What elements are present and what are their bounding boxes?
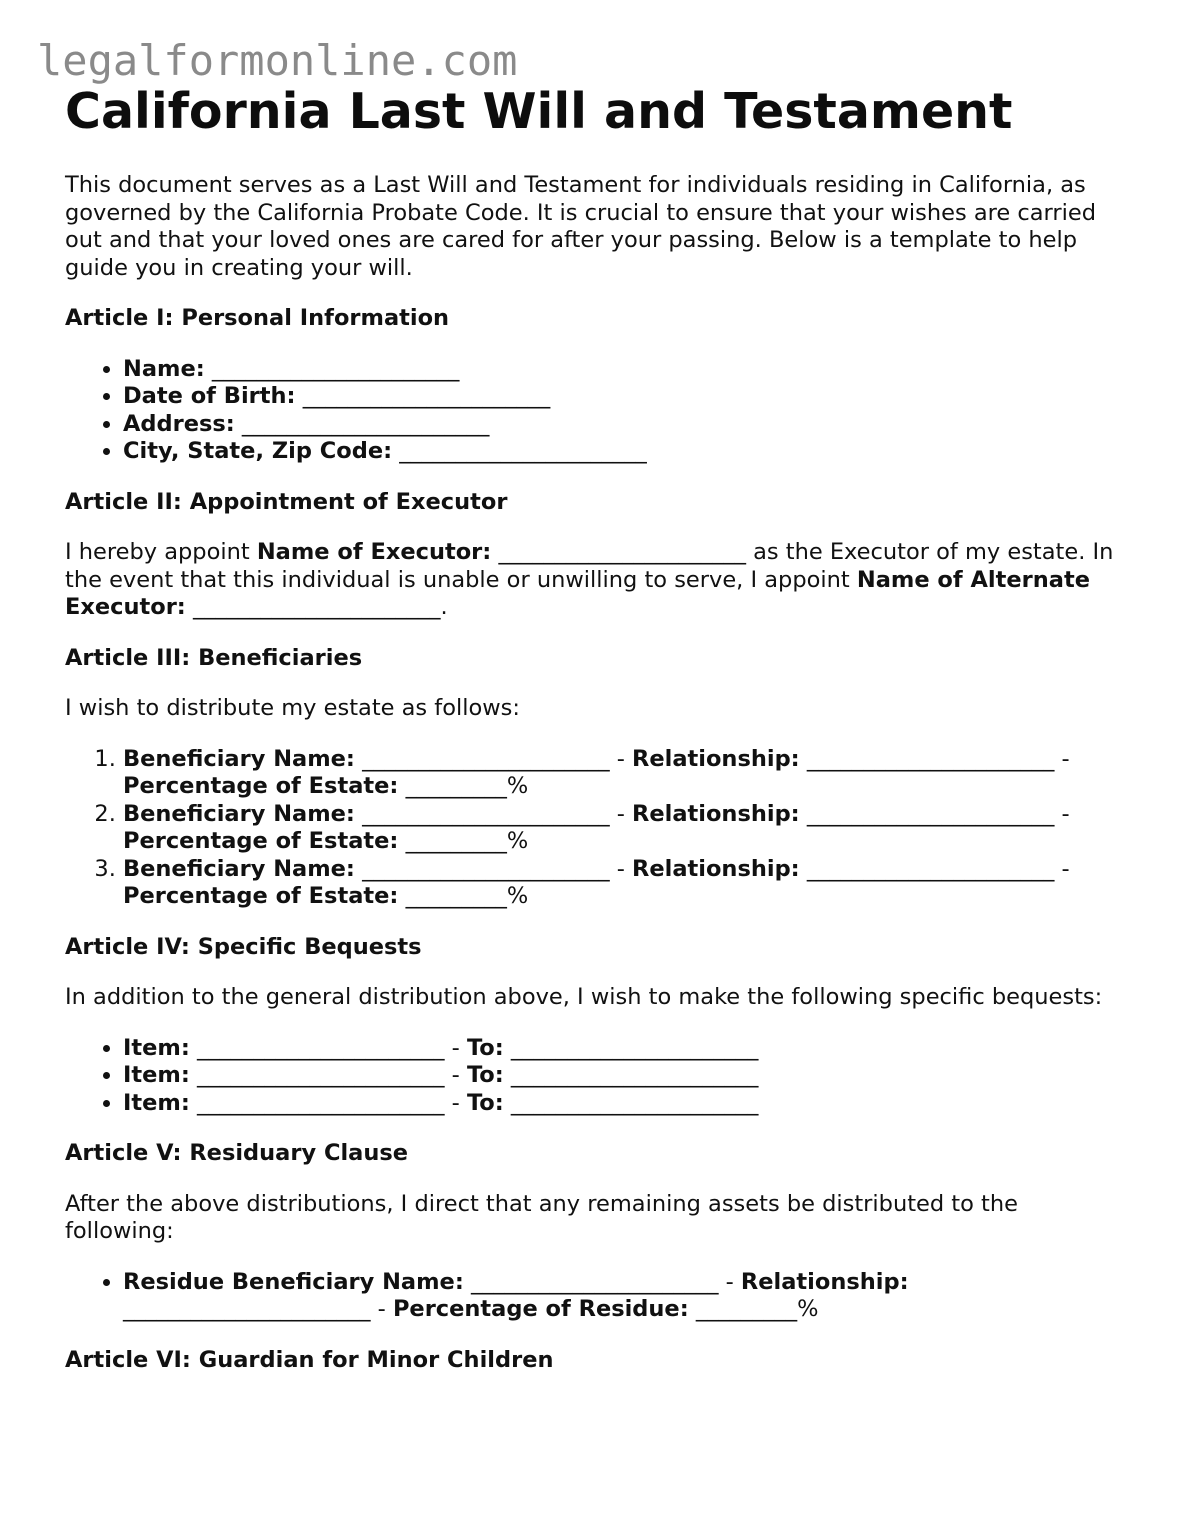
relationship-blank[interactable]: ______________________ <box>806 800 1055 827</box>
item-label: Item: <box>123 1089 190 1116</box>
text-run: as the Executor of my estate. In the event that this individual is unable or unwilling to serve, I appoint <box>65 539 1114 593</box>
beneficiaries-list <box>65 746 1125 911</box>
beneficiary-name-blank[interactable]: ______________________ <box>362 745 610 772</box>
document-page <box>65 82 1125 1374</box>
percentage-blank[interactable]: _________ <box>405 828 507 854</box>
percentage-label: Percentage of Estate: <box>123 828 399 854</box>
list-item <box>123 356 1125 384</box>
beneficiary-name-label: Beneficiary Name: <box>123 745 355 772</box>
residue-name-blank[interactable]: ______________________ <box>470 1268 719 1295</box>
article-2-heading: Article II: Appointment of Executor <box>65 488 508 515</box>
watermark-text: legalformonline.com <box>37 36 518 85</box>
separator: - <box>1054 745 1070 772</box>
article-4-heading: Article IV: Specific Bequests <box>65 933 422 960</box>
list-item <box>123 383 1125 411</box>
personal-info-list <box>65 356 1125 466</box>
bequests-intro: In addition to the general distribution above, I wish to make the following specific bequests: <box>65 984 1103 1010</box>
relationship-label: Relationship: <box>632 745 800 772</box>
list-item <box>123 1035 1125 1063</box>
separator: - <box>718 1268 741 1295</box>
relationship-blank[interactable]: ______________________ <box>806 855 1055 882</box>
relationship-label: Relationship: <box>632 855 800 882</box>
field-label: City, State, Zip Code: <box>123 438 393 464</box>
relationship-blank[interactable]: ______________________ <box>806 745 1055 772</box>
to-label: To: <box>466 1034 504 1061</box>
executor-paragraph <box>65 539 1125 622</box>
list-item <box>123 411 1125 439</box>
percentage-blank[interactable]: _________ <box>695 1296 798 1322</box>
article-3-heading: Article III: Beneficiaries <box>65 644 363 671</box>
to-blank[interactable]: ______________________ <box>510 1089 759 1116</box>
percent-sign: % <box>506 828 529 854</box>
percentage-label: Percentage of Estate: <box>123 773 399 799</box>
relationship-label: Relationship: <box>632 800 800 827</box>
percent-sign: % <box>797 1296 819 1322</box>
residuary-intro: After the above distributions, I direct that any remaining assets be distributed to the following: <box>65 1190 1018 1244</box>
beneficiaries-intro: I wish to distribute my estate as follows: <box>65 695 520 721</box>
field-label: Date of Birth: <box>123 383 296 409</box>
list-item <box>123 1090 1125 1118</box>
separator: - <box>609 800 633 827</box>
percentage-blank[interactable]: _________ <box>405 883 507 909</box>
address-blank[interactable]: ______________________ <box>241 410 490 437</box>
separator: - <box>444 1089 467 1116</box>
item-blank[interactable]: ______________________ <box>197 1089 445 1116</box>
item-label: Item: <box>123 1034 190 1061</box>
list-item <box>123 438 1125 466</box>
separator: - <box>1054 800 1070 827</box>
to-blank[interactable]: ______________________ <box>510 1034 759 1061</box>
separator: - <box>444 1034 467 1061</box>
to-label: To: <box>466 1062 504 1088</box>
beneficiary-name-blank[interactable]: ______________________ <box>362 855 610 882</box>
relationship-blank[interactable]: ______________________ <box>123 1296 371 1322</box>
article-6-heading: Article VI: Guardian for Minor Children <box>65 1346 554 1373</box>
field-label: Name: <box>123 355 205 382</box>
separator: - <box>370 1296 393 1322</box>
beneficiary-name-label: Beneficiary Name: <box>123 855 355 882</box>
residue-name-label: Residue Beneficiary Name: <box>123 1268 464 1295</box>
item-label: Item: <box>123 1062 190 1088</box>
text-run: . <box>440 594 448 620</box>
residue-list <box>65 1269 1125 1324</box>
percentage-label: Percentage of Estate: <box>123 883 399 909</box>
percentage-blank[interactable]: _________ <box>405 773 507 799</box>
separator: - <box>609 745 633 772</box>
to-label: To: <box>466 1089 504 1116</box>
separator: - <box>609 855 633 882</box>
percent-sign: % <box>506 773 529 799</box>
alternate-executor-blank[interactable]: ______________________ <box>192 594 441 620</box>
list-item <box>123 856 1125 911</box>
item-blank[interactable]: ______________________ <box>197 1034 445 1061</box>
field-label: Address: <box>123 410 235 437</box>
to-blank[interactable]: ______________________ <box>510 1062 759 1088</box>
beneficiary-name-label: Beneficiary Name: <box>123 800 355 827</box>
list-item <box>123 801 1125 856</box>
list-item <box>123 746 1125 801</box>
separator: - <box>444 1062 467 1088</box>
percentage-label: Percentage of Residue: <box>392 1296 689 1322</box>
city-state-zip-blank[interactable]: ______________________ <box>399 438 647 464</box>
list-item <box>123 1062 1125 1090</box>
list-item <box>123 1269 1125 1324</box>
name-blank[interactable]: ______________________ <box>211 355 460 382</box>
alternate-executor-label: Name of Alternate Executor: <box>65 566 1090 620</box>
executor-label: Name of Executor: <box>256 539 492 565</box>
intro-paragraph: This document serves as a Last Will and Testament for individuals residing in California, as governed by the California Probate Code. It is crucial to ensure that your wishes are carried out and that your loved ones are cared for after your passing. Below is a template to help guide you in creating your will. <box>65 172 1097 281</box>
percent-sign: % <box>506 883 529 909</box>
article-5-heading: Article V: Residuary Clause <box>65 1140 409 1166</box>
article-1-heading: Article I: Personal Information <box>65 305 450 331</box>
beneficiary-name-blank[interactable]: ______________________ <box>362 800 610 827</box>
bequests-list <box>65 1035 1125 1118</box>
item-blank[interactable]: ______________________ <box>197 1062 445 1088</box>
date-of-birth-blank[interactable]: ______________________ <box>302 383 551 409</box>
relationship-label: Relationship: <box>740 1268 909 1295</box>
separator: - <box>1054 855 1070 882</box>
executor-blank[interactable]: ______________________ <box>498 539 746 565</box>
text-run: I hereby appoint <box>65 539 257 565</box>
page-title: California Last Will and Testament <box>65 83 1013 140</box>
